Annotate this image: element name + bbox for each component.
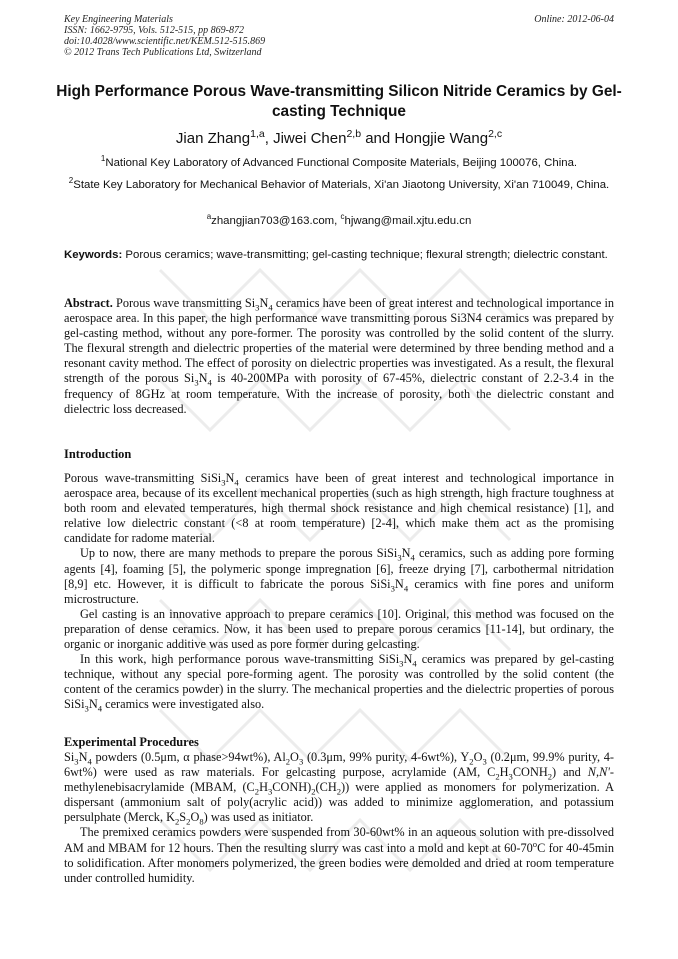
subscript: 2 <box>285 756 291 767</box>
subscript: 3 <box>267 786 273 797</box>
author-name: Jiwei Chen <box>273 130 347 147</box>
chem-symbol: Si <box>210 471 222 485</box>
author-name: Jian Zhang <box>175 130 251 147</box>
paragraph <box>64 546 614 606</box>
paragraph <box>64 652 614 712</box>
chem-symbol: Si <box>74 697 85 712</box>
affil-text: National Key Laboratory of Advanced Functional Composite Materials, Beijing 100076, China. <box>105 157 578 169</box>
email-link[interactable]: zhangjian703@163.com, <box>211 215 341 227</box>
chem-symbol: N <box>78 750 88 764</box>
subscript: 3 <box>508 771 513 782</box>
italic-text: N,N' <box>587 765 610 780</box>
paragraph <box>64 825 614 885</box>
experimental-section <box>64 735 614 886</box>
chem-symbol: O <box>473 750 483 764</box>
text: -methylenebisacrylamide (MBAM, (C <box>64 765 615 795</box>
subscript: 2 <box>254 786 260 797</box>
abstract-text: is 40-200MPa with porosity of 67-45%, dielectric constant of 2.2-3.4 in the frequency of 8GHz at room temperature. With the increase of porosity, both the dielectric constant and dielectric loss decreased. <box>64 371 614 416</box>
subscript: 4 <box>403 583 409 594</box>
subscript: 4 <box>268 302 273 313</box>
section-heading: Experimental Procedures <box>64 735 199 749</box>
chem-symbol: H <box>259 780 268 795</box>
text: The premixed ceramics powders were suspended from 30-60wt% in an aqueous solution with pre-dissolved AM and MBAM for 12 hours. Then the resulting slurry was cast into a mold and kept at 60-70 <box>64 825 614 855</box>
chem-symbol: N <box>88 697 98 712</box>
doi-line: doi:10.4028/www.scientific.net/KEM.512-515.869 <box>64 36 266 47</box>
text: C for 40-45min to solidification. After monomers polymerized, the green bodies were demolded and dried at room temperature under controlled humidity. <box>64 840 614 885</box>
subscript: 2 <box>174 816 180 827</box>
keywords-text: Porous ceramics; wave-transmitting; gel-casting technique; flexural strength; dielectric constant. <box>122 249 608 261</box>
subscript: 4 <box>207 377 212 388</box>
subscript: 2 <box>469 756 474 767</box>
paragraph <box>64 471 614 546</box>
text: Porous wave-transmitting Si <box>64 471 211 485</box>
text: CONH <box>512 765 548 780</box>
chem-symbol: N <box>403 652 413 667</box>
chem-symbol: N <box>259 296 269 310</box>
abstract-label: Abstract. <box>64 296 113 310</box>
text: ceramics were investigated also. <box>102 697 265 712</box>
chem-symbol: N <box>394 576 404 591</box>
subscript: 4 <box>87 756 92 767</box>
text: ceramics with fine pores and uniform microstructure. <box>64 576 614 606</box>
subscript: 2 <box>336 786 342 797</box>
chem-symbol: O <box>190 810 200 825</box>
chem-symbol: Si <box>387 546 398 561</box>
author-affil-mark: 2,b <box>346 128 362 140</box>
abstract-text: Porous wave transmitting Si <box>112 296 256 310</box>
subscript: 3 <box>397 552 402 563</box>
subscript: 2 <box>311 786 316 797</box>
text: Up to now, there are many methods to prepare the porous Si <box>80 546 388 561</box>
paper-title: High Performance Porous Wave-transmitting Silicon Nitride Ceramics by Gel-casting Technique <box>56 83 622 120</box>
paragraph <box>64 750 614 825</box>
author-separator: , <box>264 130 274 147</box>
subscript: 4 <box>412 658 417 669</box>
affil-mark: 2 <box>68 176 74 186</box>
email-mark: c <box>340 212 345 222</box>
affil-mark: 1 <box>100 154 106 164</box>
text: ) was used as initiator. <box>203 810 314 825</box>
text: (0.2μm, 99.9% purity, 4-6wt%) were used as raw materials. For gelcasting purpose, acrylamide (AM, C <box>64 750 614 780</box>
subscript: 8 <box>199 816 204 827</box>
subscript: 2 <box>547 771 553 782</box>
author-affil-mark: 2,c <box>488 128 503 140</box>
author-name: Hongjie Wang <box>394 130 489 147</box>
online-date: Online: 2012-06-04 <box>534 14 614 25</box>
affiliation-2 <box>64 178 614 192</box>
affiliation-1 <box>64 156 614 170</box>
text: powders (0.5μm, α phase>94wt%), Al <box>91 750 286 764</box>
text: CONH) <box>272 780 312 795</box>
chem-symbol: O <box>290 750 299 764</box>
chem-symbol: N <box>198 371 208 386</box>
degree-mark: o <box>532 838 538 849</box>
author-emails <box>64 214 614 228</box>
text: ceramics, such as adding pore forming agents [4], foaming [5], the polymeric sponge impregnation [6], freeze drying [7], carbothermal nitridation [8,9] etc. However, it is difficult to fabricate the porous Si <box>64 546 614 591</box>
chem-symbol: N <box>225 471 235 485</box>
text: ) and <box>552 765 588 780</box>
section-heading: Introduction <box>64 447 132 461</box>
journal-name: Key Engineering Materials <box>64 14 173 25</box>
chem-symbol: Si <box>380 576 391 591</box>
subscript: 3 <box>255 302 260 313</box>
text: In this work, high performance porous wave-transmitting Si <box>80 652 389 667</box>
issn-line: ISSN: 1662-9795, Vols. 512-515, pp 869-872 <box>64 25 244 36</box>
author-affil-mark: 1,a <box>250 128 265 140</box>
journal-header <box>64 14 614 58</box>
text: (CH <box>315 780 337 795</box>
keywords <box>64 248 614 263</box>
text: (0.3μm, 99% purity, 4-6wt%), Y <box>303 750 470 764</box>
chem-symbol: Si <box>64 750 75 764</box>
chem-symbol: N <box>401 546 411 561</box>
subscript: 3 <box>84 703 89 714</box>
abstract <box>64 296 614 417</box>
keywords-label: Keywords: <box>64 249 123 261</box>
text: )) were applied as monomers for polymerization. A dispersant (ammonium salt of poly(acrylic acid)) was added to minimize agglomeration, and potassium persulphate (Merck, K <box>64 780 614 825</box>
subscript: 3 <box>194 377 199 388</box>
author-separator: and <box>361 130 395 147</box>
introduction-section <box>64 447 614 713</box>
chem-symbol: S <box>179 810 187 825</box>
subscript: 4 <box>97 703 103 714</box>
subscript: 3 <box>482 756 487 767</box>
subscript: 2 <box>186 816 191 827</box>
text: ceramics have been of great interest and technological importance in aerospace area, because of its excellent mechanical properties (such as high strength, high fracture toughness at both room and elevated temperatures, high thermal shock resistance and high chemical resistance) [1], and relative low dielectric constant (<8 at room temperature) [2-4], which make them act as the promising candidate for radome material. <box>64 471 614 546</box>
subscript: 3 <box>74 756 79 767</box>
email-link[interactable]: hjwang@mail.xjtu.edu.cn <box>344 215 472 227</box>
paragraph: Gel casting is an innovative approach to prepare ceramics [10]. Original, this method was focused on the preparation of dense ceramics. Now, it has been used to prepare porous ceramics [11-14], but ordinary, the organic or inorganic additive was used as pore former during gelcasting. <box>64 606 614 652</box>
chem-symbol: H <box>499 765 509 780</box>
email-mark: a <box>206 212 212 222</box>
abstract-text: ceramics have been of great interest and technological importance in aerospace area. In this paper, the high performance wave transmitting porous Si3N4 ceramics was prepared by gel-casting method, without any pore-former. The porosity was controlled by the solid content of the slurry. The flexural strength and dielectric properties of the material were determined by three bending method and a resonant cavity method. The effect of porosity on dielectric properties was investigated. As a result, the flexural strength of the porous Si <box>64 296 615 386</box>
subscript: 3 <box>399 658 404 669</box>
text: ceramics was prepared by gel-casting technique, without any special pore-forming agent. The porosity was controlled by the solid content (the content of the ceramics powder) in the slurry. The mechanical properties and the dielectric properties of porous Si <box>64 652 614 712</box>
affil-text: State Key Laboratory for Mechanical Behavior of Materials, Xi'an Jiaotong University, Xi'an 710049, China. <box>73 179 610 191</box>
subscript: 3 <box>390 583 395 594</box>
subscript: 4 <box>410 552 415 563</box>
subscript: 3 <box>221 477 226 488</box>
author-list <box>20 130 658 148</box>
copyright-line: © 2012 Trans Tech Publications Ltd, Switzerland <box>64 47 262 58</box>
subscript: 2 <box>495 771 500 782</box>
chem-symbol: Si <box>388 652 400 667</box>
subscript: 4 <box>234 477 239 488</box>
subscript: 3 <box>298 756 304 767</box>
